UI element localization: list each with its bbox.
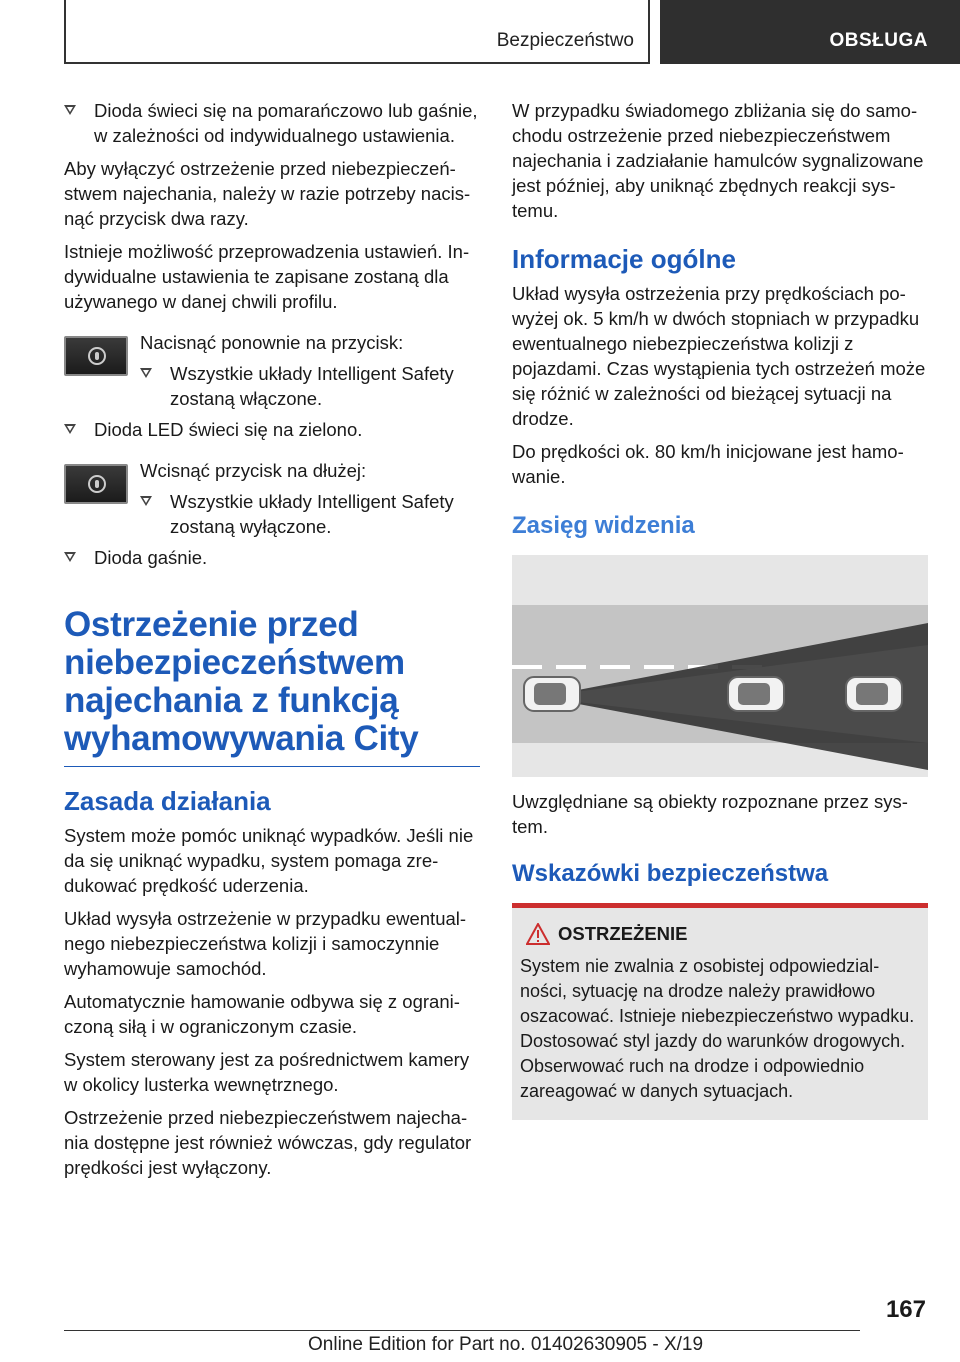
triangle-bullet-icon	[64, 105, 76, 115]
list-item	[64, 545, 480, 570]
instruction-text: Wcisnąć przycisk na dłużej:	[140, 460, 367, 481]
car-icon	[846, 677, 902, 711]
warning-title-text: OSTRZEŻENIE	[558, 923, 688, 944]
car-icon	[728, 677, 784, 711]
triangle-bullet-icon	[140, 496, 152, 506]
list-item	[64, 417, 480, 442]
paragraph: Układ wysyła ostrzeżenia przy prędkościach powyżej ok. 5 km/h w dwóch stopniach w przypadku ewentualnego niebezpieczeństwa kolizji z pojazdami. Czas wystąpienia tych ostrzeżeń może się różnić w zależności od bieżącej sytuacji na drodze.	[512, 283, 926, 429]
car-icon	[524, 677, 580, 711]
warning-box	[512, 903, 928, 1120]
header-chapter-tab	[660, 0, 960, 64]
paragraph: Do prędkości ok. 80 km/h inicjowane jest hamowanie.	[512, 441, 904, 487]
warning-title	[520, 922, 920, 946]
paragraph: System może pomóc uniknąć wypadków. Jeśli nie da się uniknąć wypadku, system pomaga zredukować prędkość uderzenia.	[64, 825, 474, 896]
left-column	[64, 98, 480, 1188]
minor-heading: Zasięg widzenia	[512, 512, 695, 539]
instruction-text: Nacisnąć ponownie na przycisk:	[140, 332, 404, 353]
page-header	[64, 0, 960, 64]
list-item-text: Dioda świeci się na pomarańczowo lub gaśnie, w zależności od indywidualnego ustawienia.	[94, 100, 478, 146]
triangle-bullet-icon	[64, 552, 76, 562]
button-instruction	[64, 330, 480, 411]
road-diagram	[512, 555, 928, 777]
figure-caption: Uwzględniane są obiekty rozpoznane przez system.	[512, 791, 908, 837]
paragraph: Aby wyłączyć ostrzeżenie przed niebezpieczeństwem najechania, należy w razie potrzeby nacisnąć przycisk dwa razy.	[64, 158, 471, 229]
footer-rule	[64, 1330, 860, 1331]
intelligent-safety-button-icon	[64, 464, 128, 504]
paragraph: Układ wysyła ostrzeżenie w przypadku ewentualnego niebezpieczeństwa kolizji i samoczynnie wyhamowuje samochód.	[64, 908, 467, 979]
paragraph: System sterowany jest za pośrednictwem kamery w okolicy lusterka wewnętrznego.	[64, 1049, 470, 1095]
subsection-heading: Informacje ogólne	[512, 244, 736, 274]
section-heading: Ostrzeżenie przed niebezpieczeństwem najechania z funkcją wyhamowywania City	[64, 606, 480, 767]
list-item	[64, 98, 480, 148]
button-instruction	[64, 458, 480, 539]
triangle-bullet-icon	[64, 424, 76, 434]
list-item-text: Dioda LED świeci się na zielono.	[94, 419, 363, 440]
paragraph: Istnieje możliwość przeprowadzenia ustawień. Indywidualne ustawienia te zapisane zostaną dla używanego w danej chwili profilu.	[64, 241, 470, 312]
intelligent-safety-button-icon	[64, 336, 128, 376]
edition-text: Online Edition for Part no. 01402630905 - X/19	[308, 1334, 704, 1355]
list-item	[140, 489, 480, 539]
subsection-heading: Zasada działania	[64, 786, 271, 816]
list-item-text: Wszystkie układy Intelligent Safety zostaną wyłączone.	[170, 491, 454, 537]
detection-range-illustration	[512, 555, 928, 777]
list-item	[140, 361, 480, 411]
warning-triangle-icon	[526, 923, 550, 945]
header-section-tab	[64, 0, 650, 64]
list-item-text: Dioda gaśnie.	[94, 547, 208, 568]
right-column	[512, 98, 928, 1120]
header-section-title: Bezpieczeństwo	[496, 30, 634, 51]
warning-text: System nie zwalnia z osobistej odpowiedzialności, sytuację na drodze należy prawidłowo oszacować. Istnieje niebezpieczeństwo wypadku. Dostosować styl jazdy do warunków drogowych. Obserwować ruch na drodze i odpowiednio zareagować w danych sytuacjach.	[520, 956, 915, 1101]
page-number: 167	[885, 1296, 926, 1323]
triangle-bullet-icon	[140, 368, 152, 378]
paragraph: Automatycznie hamowanie odbywa się z ograniczoną siłą i w ograniczonym czasie.	[64, 991, 460, 1037]
minor-heading: Wskazówki bezpieczeństwa	[512, 860, 829, 887]
header-chapter-title: OBSŁUGA	[829, 30, 928, 51]
paragraph: W przypadku świadomego zbliżania się do samochodu ostrzeżenie przed niebezpieczeństwem najechania i zadziałanie hamulców sygnalizowane jest później, aby uniknąć zbędnych reakcji systemu.	[512, 100, 924, 221]
list-item-text: Wszystkie układy Intelligent Safety zostaną włączone.	[170, 363, 454, 409]
paragraph: Ostrzeżenie przed niebezpieczeństwem najechania dostępne jest również wówczas, gdy regulator prędkości jest wyłączony.	[64, 1107, 472, 1178]
